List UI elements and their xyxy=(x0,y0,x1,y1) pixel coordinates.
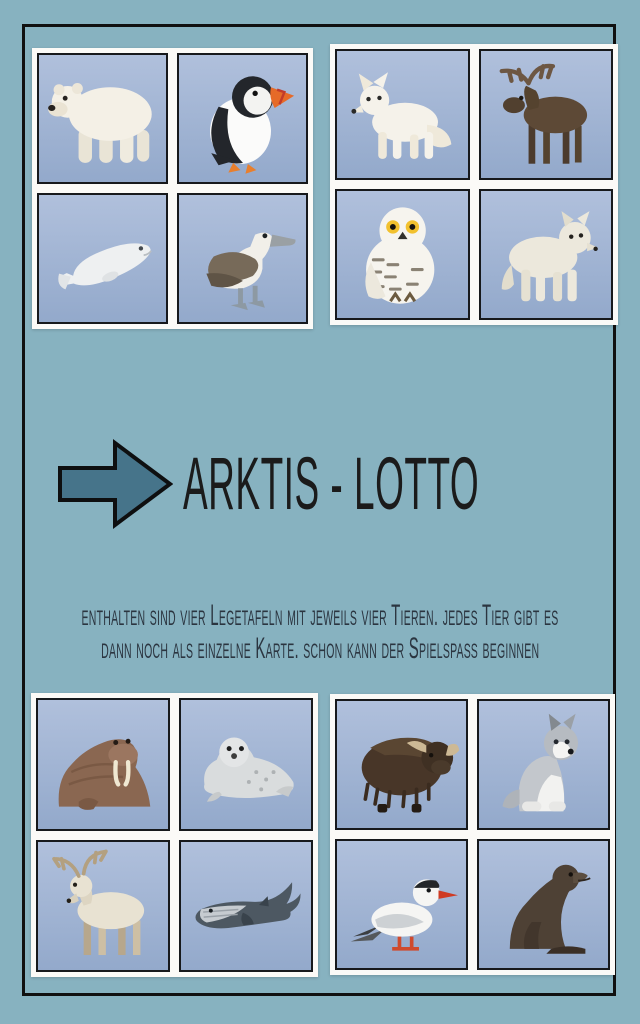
description-line-1: enthalten sind vier Legetafeln mit jeweils vier Tieren. jedes Tier gibt es xyxy=(81,599,559,632)
animal-card xyxy=(177,193,308,324)
musk-ox-icon xyxy=(340,704,464,826)
animal-card xyxy=(36,698,170,831)
animal-card xyxy=(37,53,168,184)
animal-card xyxy=(335,49,470,180)
board-top-left xyxy=(32,48,313,329)
arctic-tern-icon xyxy=(340,844,464,966)
polar-bear-icon xyxy=(42,58,164,180)
arctic-fox-icon xyxy=(340,54,465,176)
animal-card xyxy=(335,839,468,970)
snowy-owl-icon xyxy=(340,194,465,316)
fur-seal-icon xyxy=(482,844,606,966)
animal-card xyxy=(37,193,168,324)
beluga-icon xyxy=(42,198,164,320)
board-top-right xyxy=(330,44,618,325)
animal-card xyxy=(479,49,614,180)
reindeer-icon xyxy=(41,844,166,967)
description-text xyxy=(0,599,640,665)
seal-icon xyxy=(184,703,309,826)
title-row xyxy=(57,438,640,530)
puffin-icon xyxy=(182,58,304,180)
animal-card xyxy=(179,840,313,973)
animal-card xyxy=(177,53,308,184)
animal-card xyxy=(477,839,610,970)
page-title: ARKTIS - LOTTO xyxy=(183,442,480,525)
animal-card xyxy=(335,699,468,830)
right-arrow-icon xyxy=(57,438,173,530)
board-bottom-right xyxy=(330,694,615,975)
animal-card xyxy=(477,699,610,830)
animal-card xyxy=(179,698,313,831)
animal-card xyxy=(479,189,614,320)
albatross-icon xyxy=(182,198,304,320)
husky-icon xyxy=(482,704,606,826)
moose-icon xyxy=(483,54,608,176)
walrus-icon xyxy=(41,703,166,826)
whale-icon xyxy=(184,844,309,967)
arctic-wolf-icon xyxy=(483,194,608,316)
description-line-2: dann noch als einzelne Karte. schon kann der Spielspaß beginnen xyxy=(100,632,540,665)
board-bottom-left xyxy=(31,693,318,977)
animal-card xyxy=(36,840,170,973)
animal-card xyxy=(335,189,470,320)
